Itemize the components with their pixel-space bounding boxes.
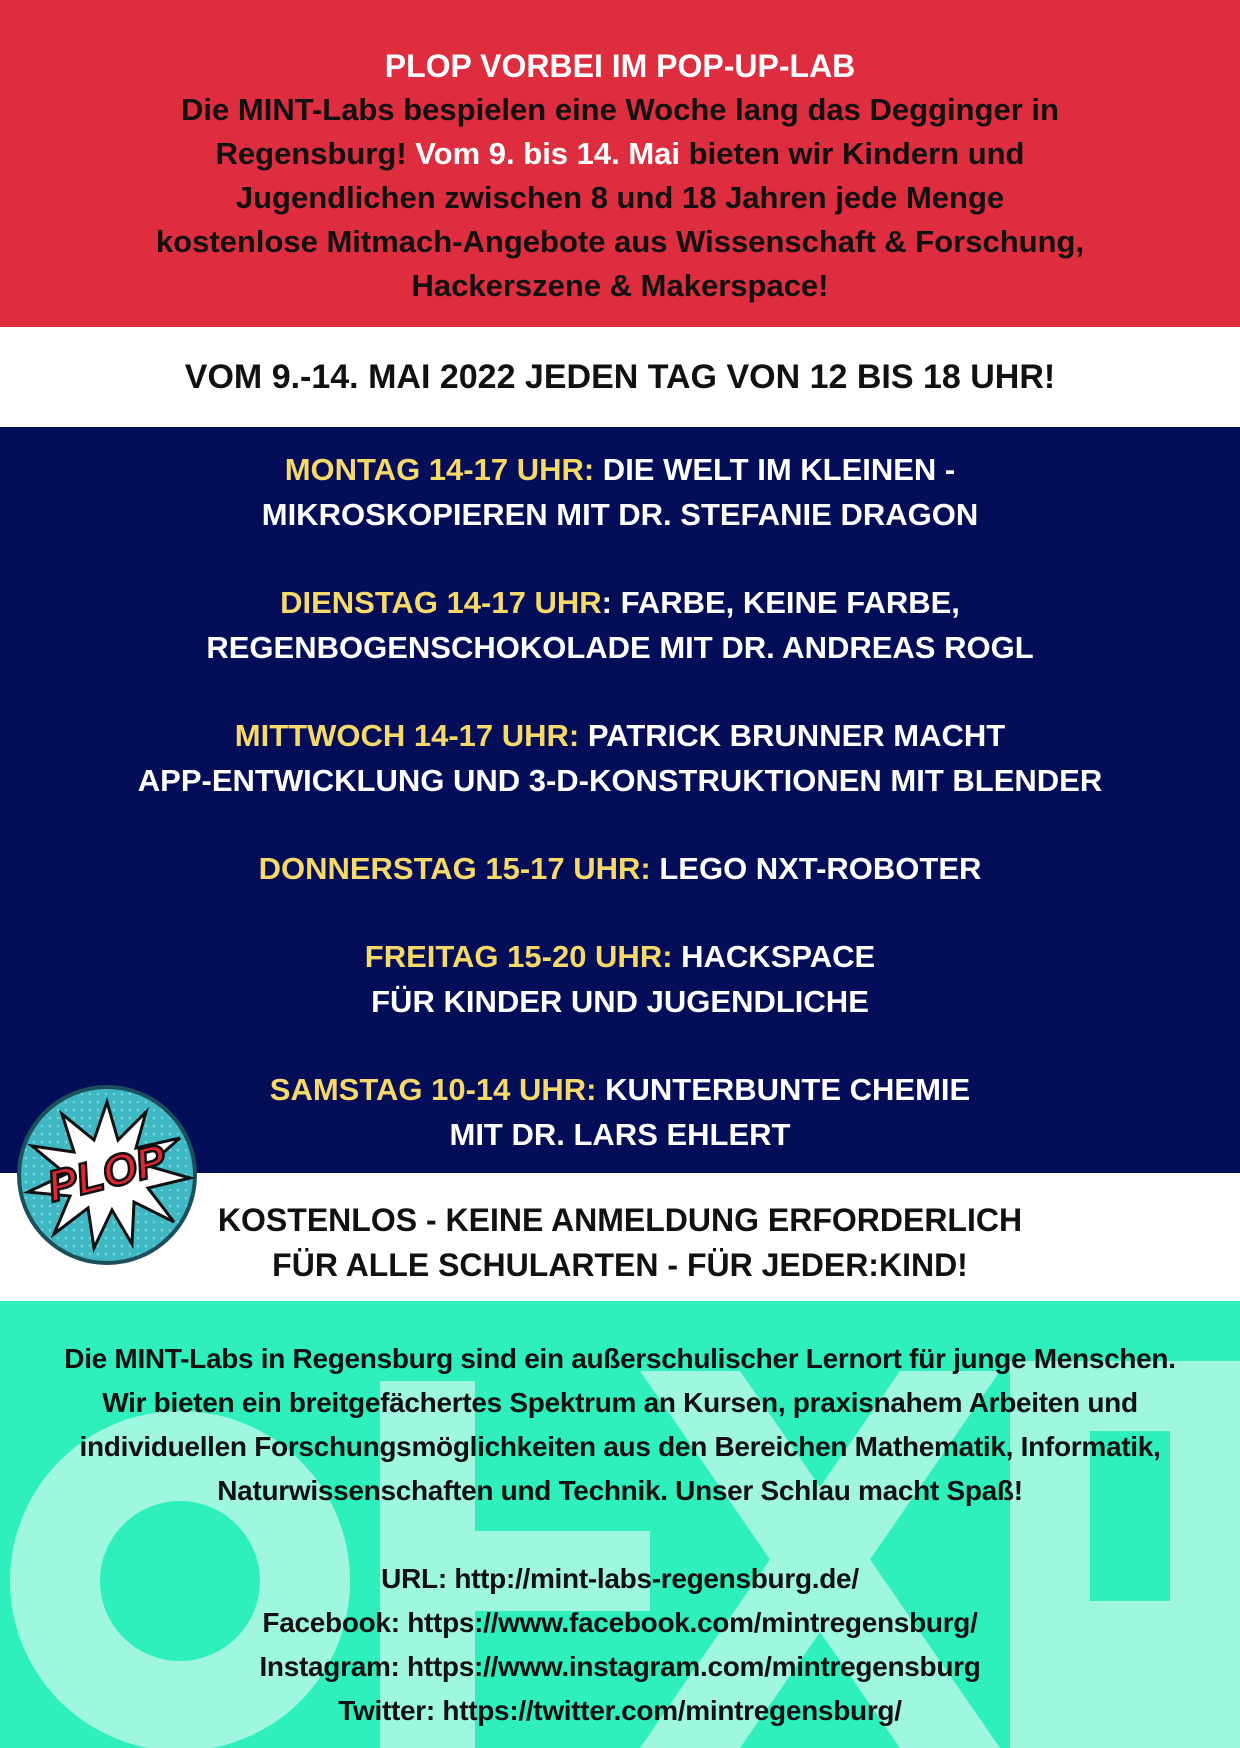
date-banner: VOM 9.-14. MAI 2022 JEDEN TAG VON 12 BIS 18 UHR! bbox=[0, 327, 1240, 427]
intro-line: Jugendlichen zwischen 8 und 18 Jahren jede Menge bbox=[235, 180, 1005, 215]
schedule-topic: PATRICK BRUNNER MACHT bbox=[579, 718, 1006, 753]
facebook-link[interactable]: Facebook: https://www.facebook.com/mintregensburg/ bbox=[262, 1607, 978, 1638]
schedule-section bbox=[0, 427, 1240, 1173]
schedule-item bbox=[0, 580, 1240, 670]
schedule-item bbox=[0, 934, 1240, 1024]
intro-text-part: bieten wir Kindern und bbox=[680, 136, 1025, 171]
schedule-item bbox=[0, 447, 1240, 537]
schedule-topic-line2: REGENBOGENSCHOKOLADE MIT DR. ANDREAS ROGL bbox=[206, 630, 1034, 665]
schedule-topic: : FARBE, KEINE FARBE, bbox=[601, 585, 960, 620]
about-content bbox=[0, 1301, 1240, 1733]
intro-line bbox=[80, 132, 1160, 176]
schedule-topic-line2: MIKROSKOPIEREN MIT DR. STEFANIE DRAGON bbox=[261, 497, 979, 532]
plop-badge-icon bbox=[14, 1082, 200, 1268]
schedule-item bbox=[0, 846, 1240, 891]
about-line: Naturwissenschaften und Technik. Unser Schlau macht Spaß! bbox=[217, 1475, 1023, 1506]
schedule-topic-line2: FÜR KINDER UND JUGENDLICHE bbox=[371, 984, 869, 1019]
intro-line: kostenlose Mitmach-Angebote aus Wissenschaft & Forschung, bbox=[155, 224, 1085, 259]
schedule-item bbox=[0, 713, 1240, 803]
notice-line: KOSTENLOS - KEINE ANMELDUNG ERFORDERLICH bbox=[217, 1202, 1023, 1238]
schedule-time: DONNERSTAG 15-17 UHR: bbox=[258, 851, 651, 886]
intro-date-highlight: Vom 9. bis 14. Mai bbox=[415, 136, 681, 171]
intro-section bbox=[0, 0, 1240, 327]
intro-line: Die MINT-Labs bespielen eine Woche lang das Degginger in bbox=[181, 92, 1059, 127]
intro-text bbox=[0, 88, 1240, 308]
intro-title: PLOP VORBEI IM POP-UP-LAB bbox=[384, 48, 856, 84]
notice-line: FÜR ALLE SCHULARTEN - FÜR JEDER:KIND! bbox=[272, 1247, 968, 1283]
intro-line: Hackerszene & Makerspace! bbox=[411, 268, 829, 303]
schedule-topic-line2: APP-ENTWICKLUNG UND 3-D-KONSTRUKTIONEN MIT BLENDER bbox=[137, 763, 1103, 798]
intro-text-part: Regensburg! bbox=[215, 136, 416, 171]
about-line: individuellen Forschungsmöglichkeiten aus den Bereichen Mathematik, Informatik, bbox=[79, 1431, 1161, 1462]
twitter-link[interactable]: Twitter: https://twitter.com/mintregensburg/ bbox=[338, 1695, 902, 1726]
schedule-time: MONTAG 14-17 UHR: bbox=[284, 452, 595, 487]
schedule-topic: LEGO NXT-ROBOTER bbox=[650, 851, 982, 886]
about-section bbox=[0, 1301, 1240, 1748]
schedule-topic: DIE WELT IM KLEINEN - bbox=[594, 452, 956, 487]
schedule-time: MITTWOCH 14-17 UHR: bbox=[234, 718, 580, 753]
about-line: Die MINT-Labs in Regensburg sind ein außerschulischer Lernort für junge Menschen. bbox=[64, 1343, 1176, 1374]
schedule-time: SAMSTAG 10-14 UHR: bbox=[269, 1072, 597, 1107]
badge-text: PLOP bbox=[42, 1135, 171, 1212]
instagram-link[interactable]: Instagram: https://www.instagram.com/mintregensburg bbox=[259, 1651, 981, 1682]
schedule-topic: KUNTERBUNTE CHEMIE bbox=[596, 1072, 971, 1107]
schedule-topic-line2: MIT DR. LARS EHLERT bbox=[449, 1117, 791, 1152]
about-line: Wir bieten ein breitgefächertes Spektrum an Kursen, praxisnahem Arbeiten und bbox=[102, 1387, 1138, 1418]
schedule-time: FREITAG 15-20 UHR: bbox=[364, 939, 673, 974]
schedule-topic: HACKSPACE bbox=[672, 939, 876, 974]
website-link[interactable]: URL: http://mint-labs-regensburg.de/ bbox=[381, 1563, 859, 1594]
schedule-time: DIENSTAG 14-17 UHR bbox=[280, 585, 602, 620]
